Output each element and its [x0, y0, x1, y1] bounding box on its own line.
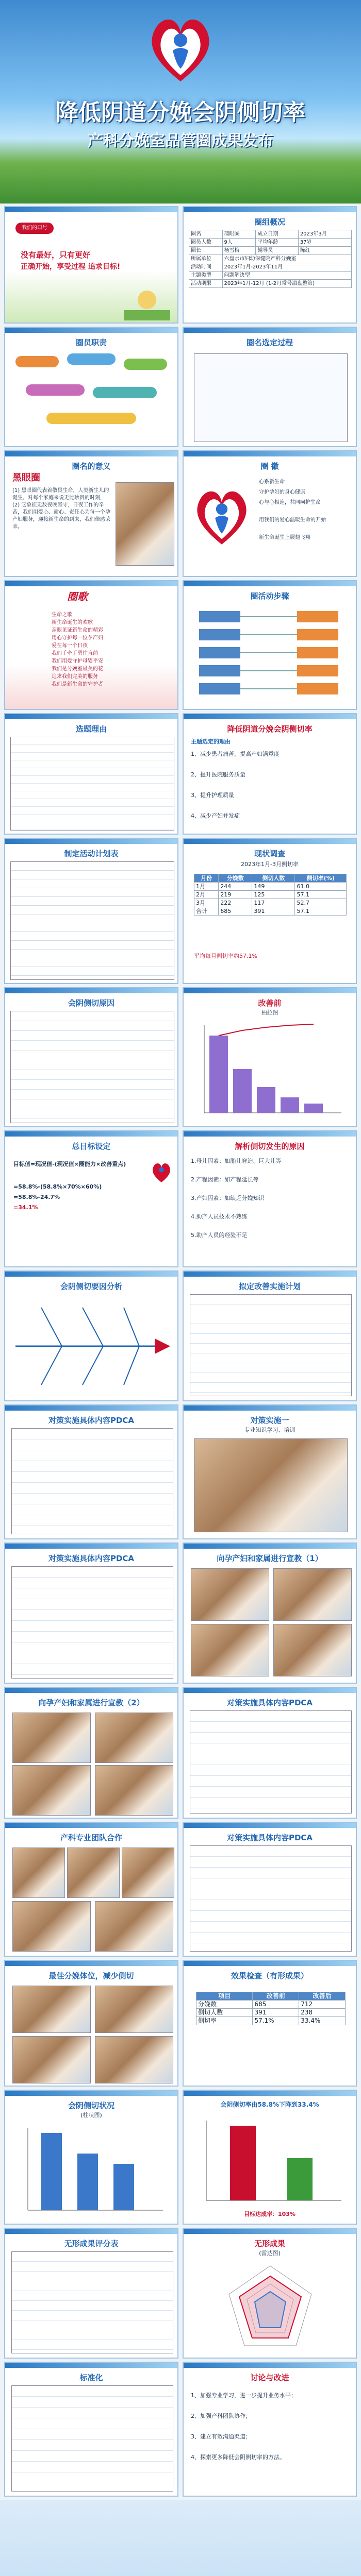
slide-title: 效果检查（有形成果）: [231, 1971, 308, 1980]
table-row: [189, 239, 352, 247]
emblem-item: 守护孕妇的身心健康: [259, 489, 305, 495]
cell: 六盘水市妇幼保健院产科分娩室: [222, 255, 351, 263]
table-row: [194, 883, 347, 891]
slide-cause-table: [4, 987, 178, 1127]
position-photo: [12, 2036, 91, 2083]
cell: 活动时间: [189, 263, 223, 272]
slide-title: 现状调查: [254, 849, 285, 858]
position-photo: [95, 2036, 173, 2083]
slide-rate-drop: [183, 2090, 357, 2225]
slide-title: 圈名选定过程: [246, 338, 293, 347]
slide-goal-setting: [4, 1130, 178, 1267]
table-row: [189, 263, 352, 272]
plan-table-image: [190, 1294, 352, 1396]
slide-bar: [184, 1272, 356, 1277]
slide-title: 对策实施具体内容PDCA: [48, 1416, 135, 1425]
slide-bar: [5, 207, 177, 212]
position-photo: [12, 1986, 91, 2033]
radar-chart: [219, 2261, 322, 2353]
emblem-item: 用我们的爱心温暖生命的开始: [259, 517, 326, 523]
radar-subtitle: (雷达图): [259, 2250, 281, 2257]
hero-title: 降低阴道分娩会阴侧切率: [56, 99, 305, 126]
slide-title: 无形成果评分表: [64, 2239, 119, 2248]
slide-title: 总目标设定: [72, 1142, 111, 1151]
song-line: 我们是新生命的守护者: [52, 682, 103, 687]
table-row: [194, 899, 347, 907]
circle-logo-icon: [144, 9, 217, 87]
education-photo: [12, 1765, 91, 1816]
cell: 2023年3月: [298, 230, 351, 239]
song-line: 爱在每一个日夜: [52, 643, 88, 649]
status-subtitle: (柱状图): [80, 2112, 102, 2119]
meaning-heading: 黑眼圈: [12, 472, 40, 483]
slide-bar: [184, 1544, 356, 1549]
slide-title: 会阴侧切原因: [68, 998, 114, 1008]
survey-subtitle: 2023年1月-3月侧切率: [241, 861, 299, 868]
education-photo: [273, 1568, 352, 1621]
slide-bar: [5, 1688, 177, 1693]
slide-bar: [184, 1823, 356, 1828]
cell: 分娩数: [196, 2001, 253, 2009]
cell: 2月: [194, 891, 219, 899]
slide-bar: [184, 839, 356, 844]
overview-table: [189, 230, 352, 288]
cell: 活动期限: [189, 280, 223, 288]
cell: 侧切人数: [196, 2009, 253, 2017]
cell: 辅导员: [256, 247, 298, 255]
table-row: [189, 272, 352, 280]
position-photo: [95, 1986, 173, 2033]
pareto-chart: [192, 1020, 349, 1121]
cell: 主题类型: [189, 272, 223, 280]
slide-fishbone: [4, 1270, 178, 1401]
pareto-subtitle: 柏拉图: [261, 1009, 278, 1016]
slide-bar: [5, 1405, 177, 1411]
hero-subtitle: 产科分娩室品管圈成果发布: [88, 132, 273, 150]
slide-education-1: [183, 1543, 357, 1684]
reason-heading: 主题选定的理由: [191, 738, 231, 745]
education-photo: [273, 1624, 352, 1676]
meaning-body: (1) 黑眼圈代表着敬畏生命，人类新生儿的诞生，对每个家庭来说无比珍贵的时刻，(2) 它象征无数夜晚坚守，日夜工作的辛苦，我们用爱心、耐心、责任心为每一个孕产妇服务，迎接新生命的到来，我们倍感荣幸。: [12, 488, 110, 530]
cell: 149: [252, 883, 295, 891]
cell: 244: [219, 883, 252, 891]
slide-bar: [5, 1272, 177, 1277]
cause-item: 5.助产人员的经验不足: [191, 1232, 248, 1239]
cell: 圈长: [189, 247, 223, 255]
cell: 侧切率: [196, 2017, 253, 2025]
slide-name-meaning: [4, 450, 178, 577]
slide-activity-plan: [4, 838, 178, 984]
slide-bar: [5, 581, 177, 586]
meadow-icon: [124, 284, 170, 320]
team-photo: [95, 1901, 173, 1952]
slide-circle-overview: [183, 206, 357, 324]
emblem-heart-icon: [191, 482, 253, 549]
slide-activity-steps: [183, 580, 357, 710]
slide-title: 会阴侧切要因分析: [60, 1282, 122, 1291]
slide-bar: [184, 988, 356, 993]
table-row: [189, 280, 352, 288]
pdca-table-image: [11, 1428, 173, 1534]
slide-emblem: [183, 450, 357, 577]
reason-item: 1、减少患者痛苦，提高产妇满意度: [191, 751, 280, 757]
slide-title: 制定活动计划表: [64, 849, 119, 858]
table-row: [189, 247, 352, 255]
cell: 57.1: [295, 891, 347, 899]
gantt-chart: [10, 861, 174, 980]
slide-intangible-table: [4, 2228, 178, 2359]
hero-banner: [0, 0, 361, 204]
cell: 57.1: [295, 907, 347, 916]
slide-education-2: [4, 1687, 178, 1819]
table-row: [196, 2017, 346, 2025]
pdca-table-image: [190, 1845, 352, 1952]
col-header: 改善前: [253, 1992, 299, 2001]
team-photo: [67, 1848, 120, 1898]
slide-title: 圈组概况: [254, 217, 285, 227]
slide-title: 圈员职责: [75, 338, 107, 347]
slide-title: 圈 徽: [260, 462, 279, 471]
cause-item: 1.母儿因素：如胎儿窘迫、巨大儿等: [191, 1158, 282, 1164]
duty-bubble: [93, 387, 157, 398]
cell: 391: [252, 907, 295, 916]
slide-bar: [184, 1405, 356, 1411]
cell: 蒲眼圈: [222, 230, 256, 239]
slide-bar: [5, 451, 177, 456]
cell: 圈员人数: [189, 239, 223, 247]
slide-pdca-2: [4, 1543, 178, 1684]
countermeasure-subtitle: 专业知识学习、培训: [244, 1427, 296, 1433]
fishbone-diagram: [10, 1297, 173, 1395]
col-header: 侧切人数: [252, 874, 295, 883]
team-photo: [12, 1848, 65, 1898]
slide-episiotomy-status: [4, 2090, 178, 2225]
cell: 2023年1月-12月 (1-2月常号溢盘整管): [222, 280, 351, 288]
steps-flow-diagram: [194, 606, 347, 704]
slide-title: 会阴侧切率由58.8%下降到33.4%: [220, 2101, 319, 2108]
slide-title: 对策实施具体内容PDCA: [48, 1554, 135, 1563]
cell: 52.7: [295, 899, 347, 907]
slide-bar: [5, 1961, 177, 1966]
slide-title: 对策实施具体内容PDCA: [226, 1833, 313, 1842]
intangible-table-image: [11, 2251, 173, 2353]
cell: 238: [299, 2009, 346, 2017]
song-line: 我们手牵手勇往直前: [52, 651, 98, 656]
team-photo: [12, 1901, 91, 1952]
discussion-item: 4、探索更多降低会阴侧切率的方法。: [191, 2454, 285, 2461]
discussion-item: 3、建立有效沟通渠道；: [191, 2433, 251, 2440]
survey-table: [194, 874, 347, 916]
meaning-photo: [116, 482, 174, 566]
goal-formula: 目标值=现况值-(现况值×圈能力×改善重点): [13, 1161, 126, 1167]
table-row: [194, 874, 347, 883]
slide-bar: [5, 714, 177, 719]
slogan-line-1: 没有最好，只有更好: [21, 250, 91, 260]
slide-countermeasure-1: [183, 1404, 357, 1539]
cause-item: 4.助产人员技术不熟练: [191, 1213, 248, 1220]
slogan-line-2: 正确开始，享受过程 追求目标!: [21, 263, 121, 271]
slide-improvement-plan: [183, 1270, 357, 1401]
cell: 所属单位: [189, 255, 223, 263]
slide-bar: [5, 988, 177, 993]
slide-discussion: [183, 2362, 357, 2497]
slide-pdca-1: [4, 1404, 178, 1539]
slide-pareto-before: [183, 987, 357, 1127]
cell: 问题解决型: [222, 272, 351, 280]
slide-title: 选题理由: [75, 724, 107, 734]
pdca-table-image: [11, 1566, 173, 1679]
training-photo: [194, 1438, 348, 1532]
slide-pdca-4: [183, 1822, 357, 1957]
status-bar-chart: [15, 2123, 168, 2218]
duty-bubble: [15, 356, 59, 367]
slide-standardization: [4, 2362, 178, 2497]
education-photo: [95, 1713, 173, 1763]
col-header: 项目: [196, 1992, 253, 2001]
slide-title: 无形成果: [254, 2239, 285, 2248]
table-row: [196, 2001, 346, 2009]
slide-bar: [184, 2363, 356, 2368]
discussion-item: 2、加强产科团队协作；: [191, 2413, 251, 2419]
cell: 37岁: [298, 239, 351, 247]
slide-bar: [5, 2363, 177, 2368]
song-title: 圈歌: [67, 590, 88, 603]
duty-bubble: [26, 384, 85, 396]
slide-title: 圈活动步骤: [250, 591, 289, 601]
discussion-item: 1、加强专业学习，进一步提升业务水平；: [191, 2392, 297, 2399]
slide-bar: [184, 1131, 356, 1137]
slide-bar: [5, 1131, 177, 1137]
slide-member-duties: [4, 327, 178, 447]
song-line: 我们是分娩室最美的花: [52, 666, 103, 672]
reason-item: 4、减少产妇并发症: [191, 812, 240, 819]
slide-cause-analysis: [183, 1130, 357, 1267]
duty-bubble: [67, 353, 116, 365]
slide-bar: [5, 328, 177, 333]
table-row: [194, 907, 347, 916]
slide-title: 标准化: [79, 2373, 103, 2382]
table-row: [189, 230, 352, 239]
closing-area: [0, 2500, 361, 2576]
cell: 685: [219, 907, 252, 916]
reason-item: 3、提升护理质量: [191, 792, 234, 799]
slide-bar: [184, 1688, 356, 1693]
table-row: [196, 2009, 346, 2017]
slide-bar: [184, 1961, 356, 1966]
slide-pdca-3: [183, 1687, 357, 1819]
slide-bar: [184, 2229, 356, 2234]
effect-table: [196, 1992, 346, 2025]
cell: 1月: [194, 883, 219, 891]
slide-title: 改善前: [258, 998, 282, 1008]
slide-title: 解析侧切发生的原因: [235, 1142, 305, 1151]
cell: 222: [219, 899, 252, 907]
slide-title: 圈名的意义: [72, 462, 111, 471]
slide-title: 向孕产妇和家属进行宣教（1）: [217, 1554, 323, 1563]
slide-title: 会阴侧切状况: [68, 2101, 114, 2110]
slide-bar: [5, 2229, 177, 2234]
slide-team-cooperation: [4, 1822, 178, 1957]
heart-logo-icon: [150, 1160, 173, 1184]
col-header: 月份: [194, 874, 219, 883]
cell: 平均年龄: [256, 239, 298, 247]
slide-title: 讨论与改进: [250, 2373, 289, 2382]
slide-topic-reason: [183, 713, 357, 835]
slide-title: 向孕产妇和家属进行宣教（2）: [38, 1698, 144, 1707]
cell: 125: [252, 891, 295, 899]
team-photo: [122, 1848, 174, 1898]
cell: 9人: [222, 239, 256, 247]
slide-bar: [184, 328, 356, 333]
col-header: 改善后: [299, 1992, 346, 2001]
song-line: 用心守护每一位孕产妇: [52, 635, 103, 641]
education-photo: [191, 1568, 269, 1621]
selection-matrix-table: [10, 737, 174, 831]
slide-radar: [183, 2228, 357, 2359]
song-line: 追求我们完美的服务: [52, 674, 98, 680]
slide-bar: [184, 714, 356, 719]
slide-title: 对策实施具体内容PDCA: [226, 1698, 313, 1707]
emblem-item: 新生命诞生上展翅飞翔: [259, 535, 310, 540]
cell: 61.0: [295, 883, 347, 891]
slide-title: 最佳分娩体位，减少侧切: [48, 1971, 134, 1980]
before-after-chart: [194, 2115, 347, 2208]
cell: 117: [252, 899, 295, 907]
cell: 219: [219, 891, 252, 899]
cell: 712: [299, 2001, 346, 2009]
slide-circle-song: [4, 580, 178, 710]
duty-bubble: [46, 413, 136, 424]
slide-bar: [184, 451, 356, 456]
cell: 33.4%: [299, 2017, 346, 2025]
cause-item: 3.产妇因素：如缺乏分娩知识: [191, 1195, 265, 1201]
goal-formula: =34.1%: [13, 1204, 38, 1211]
song-line: 新生命诞生的欢歌: [52, 620, 93, 625]
song-line: 我们用爱守护母婴平安: [52, 658, 103, 664]
table-row: [189, 255, 352, 263]
slide-effect-check: [183, 1960, 357, 2087]
slide-bar: [5, 1823, 177, 1828]
slide-bar: [5, 839, 177, 844]
education-photo: [95, 1765, 173, 1816]
emblem-item: 心与心相连，共同呵护生命: [259, 500, 321, 505]
education-photo: [12, 1713, 91, 1763]
col-header: 侧切率(%): [295, 874, 347, 883]
slide-slogan: [4, 206, 178, 324]
goal-formula: =58.8%-(58.8%×70%×60%): [13, 1183, 102, 1190]
cell: 圈名: [189, 230, 223, 239]
song-line: 生命之歌: [52, 612, 72, 618]
slide-bar: [5, 2091, 177, 2096]
slide-title: 产科专业团队合作: [60, 1833, 122, 1842]
cause-table-image: [10, 1011, 174, 1123]
pdca-table-image: [190, 1710, 352, 1814]
col-header: 分娩数: [219, 874, 252, 883]
song-line: 亲眼见证新生命的精彩: [52, 628, 103, 633]
standard-table-image: [11, 2385, 173, 2492]
goal-formula: =58.8%-24.7%: [13, 1194, 60, 1200]
duty-bubble: [124, 359, 167, 370]
slide-selection-matrix: [4, 713, 178, 835]
cell: 3月: [194, 899, 219, 907]
slide-current-survey: [183, 838, 357, 984]
cell: 成立日期: [256, 230, 298, 239]
slide-name-selection: [183, 327, 357, 447]
reason-item: 2、提升医院服务质量: [191, 771, 245, 778]
cell: 685: [253, 2001, 299, 2009]
achievement-note: 目标达成率：103%: [244, 2211, 296, 2217]
selection-table-image: [194, 353, 348, 442]
slide-bar: [5, 1544, 177, 1549]
cell: 杨雪梅: [222, 247, 256, 255]
slide-bar: [184, 207, 356, 212]
cause-item: 2.产程因素：如产程延长等: [191, 1176, 259, 1183]
slide-title: 降低阴道分娩会阴侧切率: [227, 724, 313, 734]
slogan-badge: 我们的口号: [15, 223, 54, 234]
slide-title: 对策实施一: [250, 1416, 289, 1425]
cell: 陈红: [298, 247, 351, 255]
cell: 2023年1月-2023年11月: [222, 263, 351, 272]
cell: 391: [253, 2009, 299, 2017]
table-row: [194, 891, 347, 899]
education-photo: [191, 1624, 269, 1676]
slide-bar: [184, 581, 356, 586]
cell: 57.1%: [253, 2017, 299, 2025]
slide-bar: [184, 2091, 356, 2096]
emblem-item: 心系新生命: [259, 479, 285, 485]
cell: 合计: [194, 907, 219, 916]
slide-birth-position: [4, 1960, 178, 2087]
slide-title: 拟定改善实施计划: [238, 1282, 301, 1291]
table-row: [196, 1992, 346, 2001]
survey-note: 平均每月侧切率约57.1%: [194, 953, 257, 959]
